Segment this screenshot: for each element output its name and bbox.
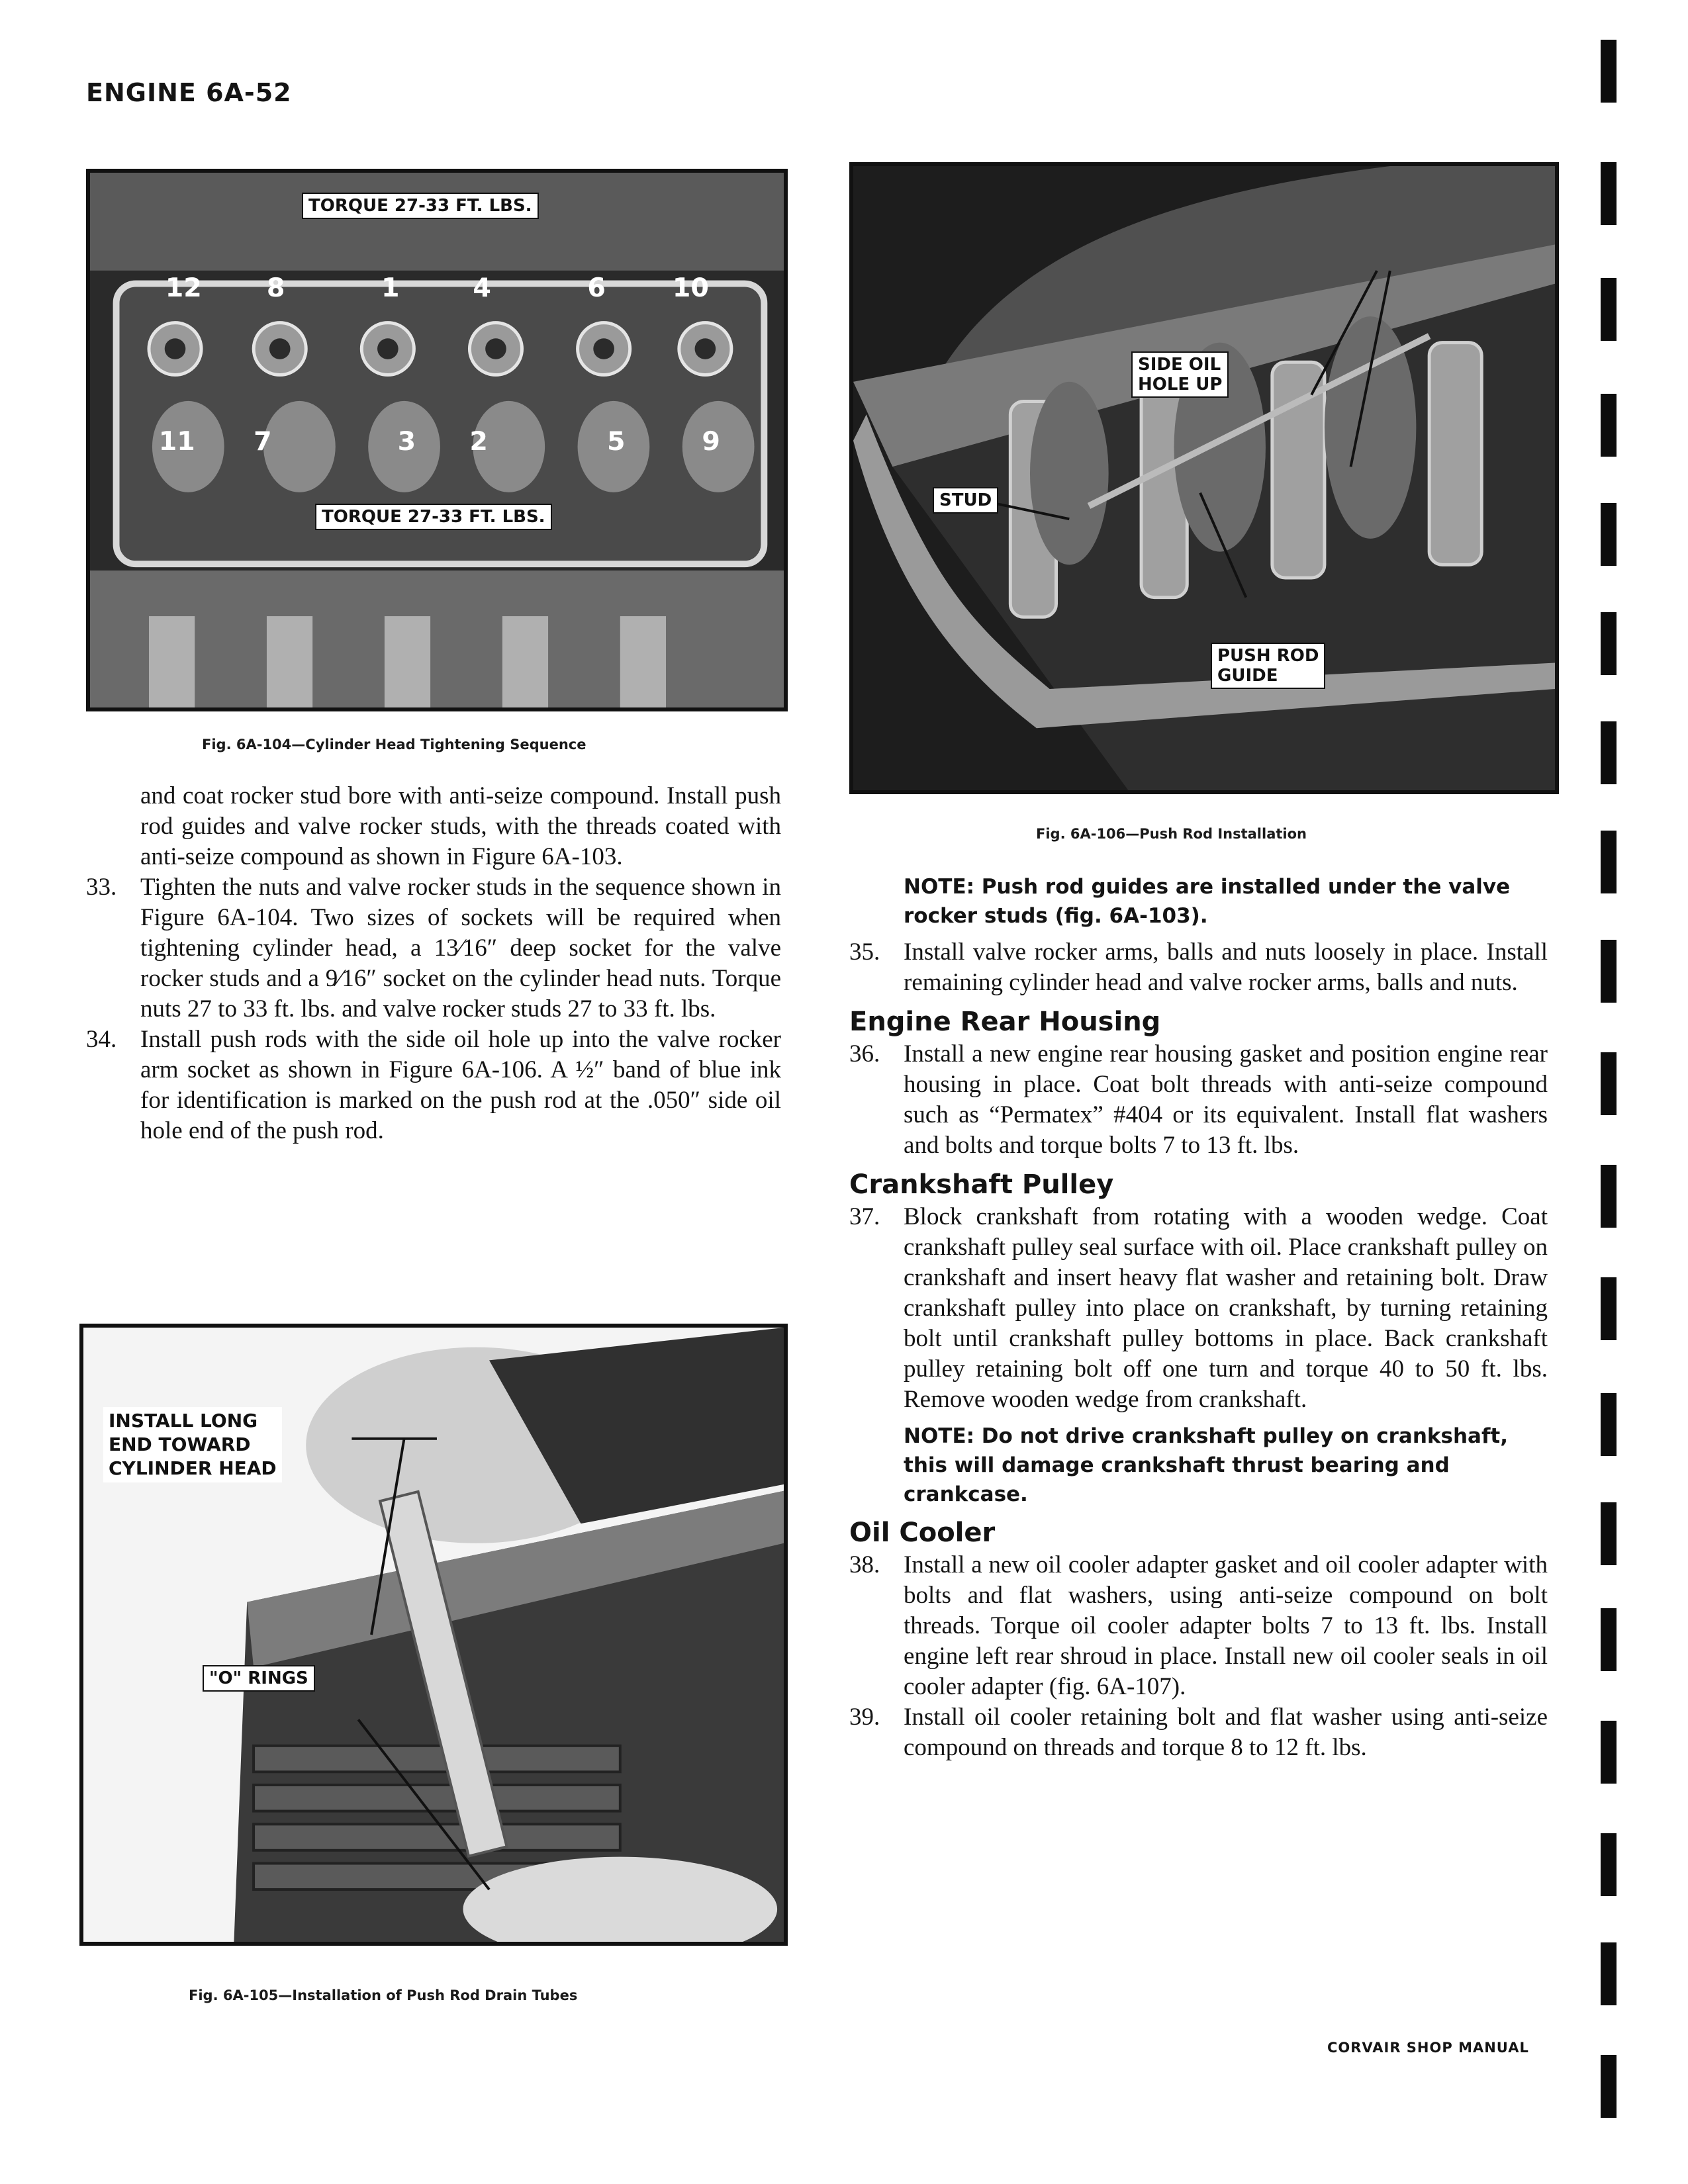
step-33-number: 33. — [86, 874, 117, 901]
page-footer: CORVAIR SHOP MANUAL — [1327, 2040, 1529, 2056]
cylinder-head-illustration — [90, 173, 784, 707]
figure-6a-104-caption: Fig. 6A-104—Cylinder Head Tightening Sequence — [202, 737, 586, 752]
edge-mark — [1601, 278, 1617, 341]
step-33 — [86, 872, 781, 1024]
step-36 — [849, 1039, 1548, 1161]
right-column — [849, 872, 1548, 1763]
push-rod-guide-text: PUSH ROD GUIDE — [1217, 646, 1319, 686]
heading-oil-cooler: Oil Cooler — [849, 1518, 996, 1548]
step-38 — [849, 1550, 1548, 1702]
torque-label-bottom: TORQUE 27-33 FT. LBS. — [315, 504, 552, 530]
seq-bottom-4: 2 — [469, 426, 488, 457]
edge-mark — [1601, 394, 1617, 457]
seq-bottom-3: 3 — [397, 426, 416, 457]
edge-mark — [1601, 1502, 1617, 1565]
side-oil-hole-text: SIDE OIL HOLE UP — [1138, 355, 1223, 394]
edge-mark — [1601, 940, 1617, 1003]
push-rod-guide-label — [1211, 643, 1325, 689]
edge-mark — [1601, 1721, 1617, 1784]
seq-top-6: 10 — [672, 273, 709, 304]
seq-top-4: 4 — [473, 273, 491, 304]
note-crankshaft-pulley: NOTE: Do not drive crankshaft pulley on crankshaft, this will damage crankshaft thrust bearing and crankcase. — [904, 1424, 1509, 1506]
edge-mark — [1601, 1942, 1617, 2005]
step-37 — [849, 1202, 1548, 1415]
step-36-text: Install a new engine rear housing gasket and position engine rear housing in place. Coat bolt threads with anti-seize compound such as “Permatex” #404 or its equivalent. Install flat washers and bolts and torque bolts 7 to 13 ft. lbs. — [904, 1040, 1548, 1159]
seq-top-2: 8 — [266, 273, 285, 304]
left-column — [86, 781, 781, 1146]
step-39-text: Install oil cooler retaining bolt and flat washer using anti-seize compound on threads and torque 8 to 12 ft. lbs. — [904, 1704, 1548, 1761]
figure-6a-105-caption: Fig. 6A-105—Installation of Push Rod Drain Tubes — [189, 1987, 578, 2003]
edge-mark — [1601, 831, 1617, 893]
edge-mark — [1601, 1833, 1617, 1896]
step-37-text: Block crankshaft from rotating with a wooden wedge. Coat crankshaft pulley seal surface with oil. Place crankshaft pulley on crankshaft and insert heavy flat washer and retaining bolt. Draw crankshaft pulley into place on crankshaft, by turning retaining bolt until crankshaft pulley bottoms in place. Back crankshaft pulley retaining bolt off one turn and torque 40 to 50 ft. lbs. Remove wooden wedge from crankshaft. — [904, 1203, 1548, 1413]
step-38-text: Install a new oil cooler adapter gasket and oil cooler adapter with bolts and flat washers, using anti-seize compound on bolt threads. Torque oil cooler adapter bolts 7 to 13 ft. lbs. Install engine left rear shroud in place. Install new oil cooler seals in oil cooler adapter (fig. 6A-107). — [904, 1551, 1548, 1700]
page-header: ENGINE 6A-52 — [86, 78, 292, 107]
intro-paragraph: and coat rocker stud bore with anti-seize compound. Install push rod guides and valve rocker studs, with the threads coated with anti-seize compound as shown in Figure 6A-103. — [140, 782, 781, 870]
step-34-text: Install push rods with the side oil hole up into the valve rocker arm socket as shown in Figure 6A-106. A ½″ band of blue ink for identification is marked on the push rod at the .050″ side oil hole end of the push rod. — [140, 1026, 781, 1144]
edge-mark — [1601, 721, 1617, 784]
step-35 — [849, 937, 1548, 998]
step-37-number: 37. — [849, 1203, 880, 1230]
figure-6a-106-caption: Fig. 6A-106—Push Rod Installation — [1036, 826, 1307, 842]
edge-mark — [1601, 1277, 1617, 1340]
step-38-number: 38. — [849, 1551, 880, 1578]
edge-mark — [1601, 1393, 1617, 1456]
heading-crankshaft-pulley: Crankshaft Pulley — [849, 1169, 1114, 1200]
step-35-text: Install valve rocker arms, balls and nuts loosely in place. Install remaining cylinder head and valve rocker arms, balls and nuts. — [904, 938, 1548, 996]
figure-6a-104-photo — [86, 169, 788, 711]
stud-label: STUD — [933, 487, 998, 514]
edge-mark — [1601, 162, 1617, 225]
edge-mark — [1601, 1052, 1617, 1115]
side-oil-hole-label — [1131, 351, 1229, 398]
seq-top-3: 1 — [381, 273, 400, 304]
edge-mark — [1601, 40, 1617, 103]
edge-mark — [1601, 2055, 1617, 2118]
figure-6a-106-photo — [849, 162, 1559, 794]
step-39-number: 39. — [849, 1704, 880, 1731]
edge-mark — [1601, 1165, 1617, 1228]
seq-bottom-2: 7 — [254, 426, 272, 457]
note-push-rod-guides: NOTE: Push rod guides are installed under the valve rocker studs (fig. 6A-103). — [904, 875, 1511, 928]
torque-label-top: TORQUE 27-33 FT. LBS. — [302, 193, 539, 219]
seq-top-1: 12 — [165, 273, 202, 304]
seq-top-5: 6 — [587, 273, 606, 304]
install-long-end-label — [103, 1407, 282, 1482]
step-36-number: 36. — [849, 1040, 880, 1068]
step-34 — [86, 1024, 781, 1146]
heading-engine-rear-housing: Engine Rear Housing — [849, 1007, 1161, 1037]
step-34-number: 34. — [86, 1026, 117, 1053]
step-39 — [849, 1702, 1548, 1763]
edge-mark — [1601, 503, 1617, 566]
edge-mark — [1601, 1608, 1617, 1671]
seq-bottom-6: 9 — [702, 426, 720, 457]
step-35-number: 35. — [849, 938, 880, 966]
install-long-end-text: INSTALL LONG END TOWARD CYLINDER HEAD — [109, 1410, 277, 1479]
seq-bottom-1: 11 — [158, 426, 195, 457]
figure-6a-105-photo — [79, 1324, 788, 1946]
edge-mark — [1601, 612, 1617, 675]
o-rings-label: "O" RINGS — [203, 1665, 315, 1692]
seq-bottom-5: 5 — [607, 426, 626, 457]
push-rod-illustration — [853, 166, 1555, 790]
step-33-text: Tighten the nuts and valve rocker studs in the sequence shown in Figure 6A-104. Two sizes of sockets will be required when tightening cylinder head, a 13⁄16″ deep socket for the valve rocker studs and a 9⁄16″ socket on the cylinder head nuts. Torque nuts 27 to 33 ft. lbs. and valve rocker studs 27 to 33 ft. lbs. — [140, 874, 781, 1023]
